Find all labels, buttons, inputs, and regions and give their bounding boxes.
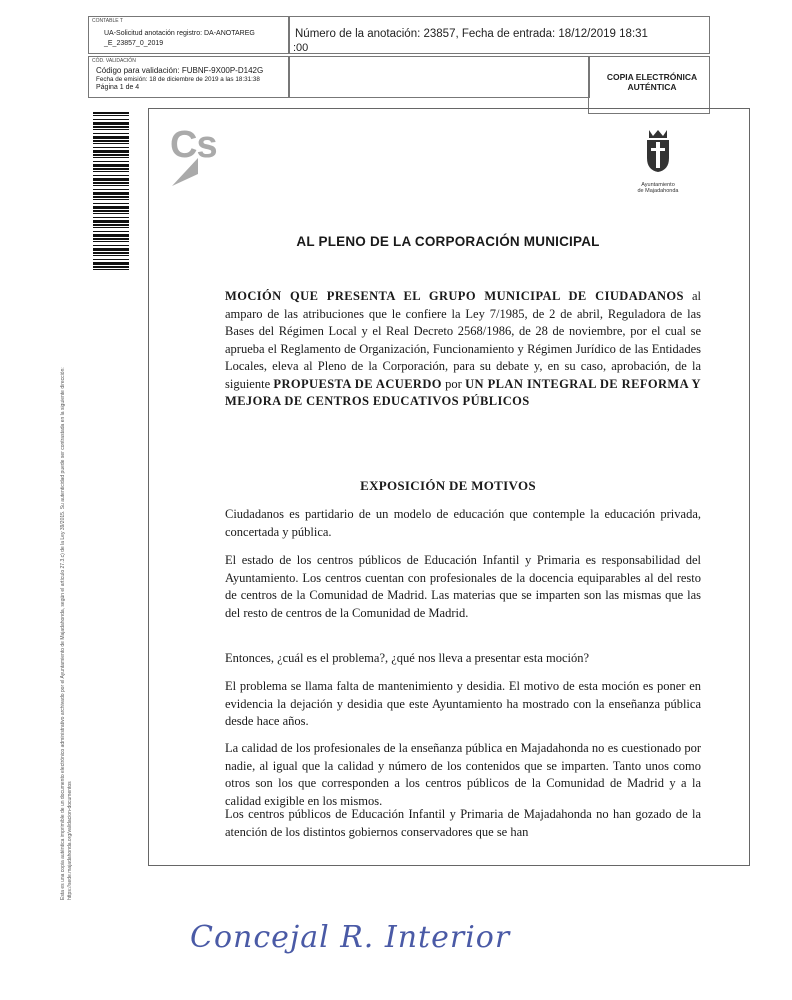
box-label: CONTABLE T <box>92 18 123 24</box>
crest-caption-2: de Majadahonda <box>637 188 679 194</box>
crest-icon <box>641 128 675 174</box>
paragraph-6: Los centros públicos de Educación Infantil y Primaria de Majadahonda no han gozado de la atención de los distintos gobiernos conservadores que se han <box>225 807 701 839</box>
page-count: Página 1 de 4 <box>96 84 140 91</box>
intro-por: por <box>441 376 466 391</box>
validation-small-label: CÓD. VALIDACIÓN <box>92 58 136 64</box>
copy-label-1: COPIA ELECTRÓNICA <box>606 72 698 82</box>
plan-title: UN PLAN INTEGRAL DE REFORMA Y MEJORA DE CENTROS EDUCATIVOS PÚBLICOS <box>225 376 701 408</box>
registry-request: UA-Solicitud anotación registro: DA-ANOTAREG <box>104 30 255 37</box>
intro-body: al amparo de las atribuciones que le confiere la Ley 7/1985, de 2 de abril, Reguladora de las Bases del Régimen Local y el Real Decreto 2568/1986, de 28 de noviembre, por el cual se aprueba el Reglamento de Organización, Funcionamiento y Régimen Jurídico de las Entidades Locales, eleva al Pleno de la Corporación, para su debate y, en su caso, aprobación, de la siguiente <box>225 289 701 391</box>
entry-number: Número de la anotación: 23857, Fecha de entrada: 18/12/2019 18:31 <box>295 28 648 40</box>
ciudadanos-logo <box>170 124 217 167</box>
cs-logo-text: Cs <box>170 124 217 166</box>
proposal-label: PROPUESTA DE ACUERDO <box>273 376 442 391</box>
paragraph-5: La calidad de los profesionales de la enseñanza pública en Majadahonda no es cuestionado por nadie, al igual que la calidad y número de los contenidos que se imparten. Tanto unos como otros son los que corresponden a los centros públicos de la Comunidad de Madrid y a la calidad exigible en los mismos. <box>225 741 701 808</box>
intro-paragraph <box>225 288 701 411</box>
barcode <box>93 112 129 272</box>
section-title: EXPOSICIÓN DE MOTIVOS <box>360 478 536 493</box>
handwritten-signature: Concejal R. Interior <box>190 920 511 955</box>
copy-label-2: AUTÉNTICA <box>627 82 677 92</box>
paragraph-2: El estado de los centros públicos de Educación Infantil y Primaria es responsabilidad del Ayuntamiento. Los centros cuentan con profesionales de la docencia equiparables al del resto de centros de la Comunidad de Madrid. Las materias que se imparten son las mismas que las del resto de centros de la Comunidad de Madrid. <box>225 553 701 620</box>
registry-id: _E_23857_0_2019 <box>104 40 164 47</box>
entry-number-cont: :00 <box>293 42 309 54</box>
paragraph-1: Ciudadanos es partidario de un modelo de educación que contemple la educación privada, concertada y pública. <box>225 507 701 539</box>
paragraph-4: El problema se llama falta de mantenimiento y desidia. El motivo de esta moción es poner en evidencia la dejación y desidia que este Ayuntamiento ha mostrado con la enseñanza pública desde hace años. <box>225 679 701 728</box>
validation-code: Código para validación: FUBNF-9X00P-D142G <box>96 66 264 75</box>
intro-lead: MOCIÓN QUE PRESENTA EL GRUPO MUNICIPAL DE CIUDADANOS <box>225 289 684 303</box>
page-title: AL PLENO DE LA CORPORACIÓN MUNICIPAL <box>296 234 600 249</box>
majadahonda-crest <box>628 128 688 194</box>
blank-box <box>288 56 590 98</box>
paragraph-3: Entonces, ¿cuál es el problema?, ¿qué nos lleva a presentar esta moción? <box>225 651 590 665</box>
emission-date: Fecha de emisión: 18 de diciembre de 2019 a las 18:31:38 <box>96 76 260 83</box>
side-validation-text: Esta es una copia auténtica imprimible de un documento electrónico administrativo archivado por el Ayuntamiento de Majadahonda, según el artículo 27.3.c) de la Ley 39/2015. Su autenticidad puede ser contrastada en la siguiente dirección: https://sede.majadahonda.org/validacion-documentos <box>60 367 73 900</box>
crest-caption-1: Ayuntamiento <box>641 182 675 188</box>
